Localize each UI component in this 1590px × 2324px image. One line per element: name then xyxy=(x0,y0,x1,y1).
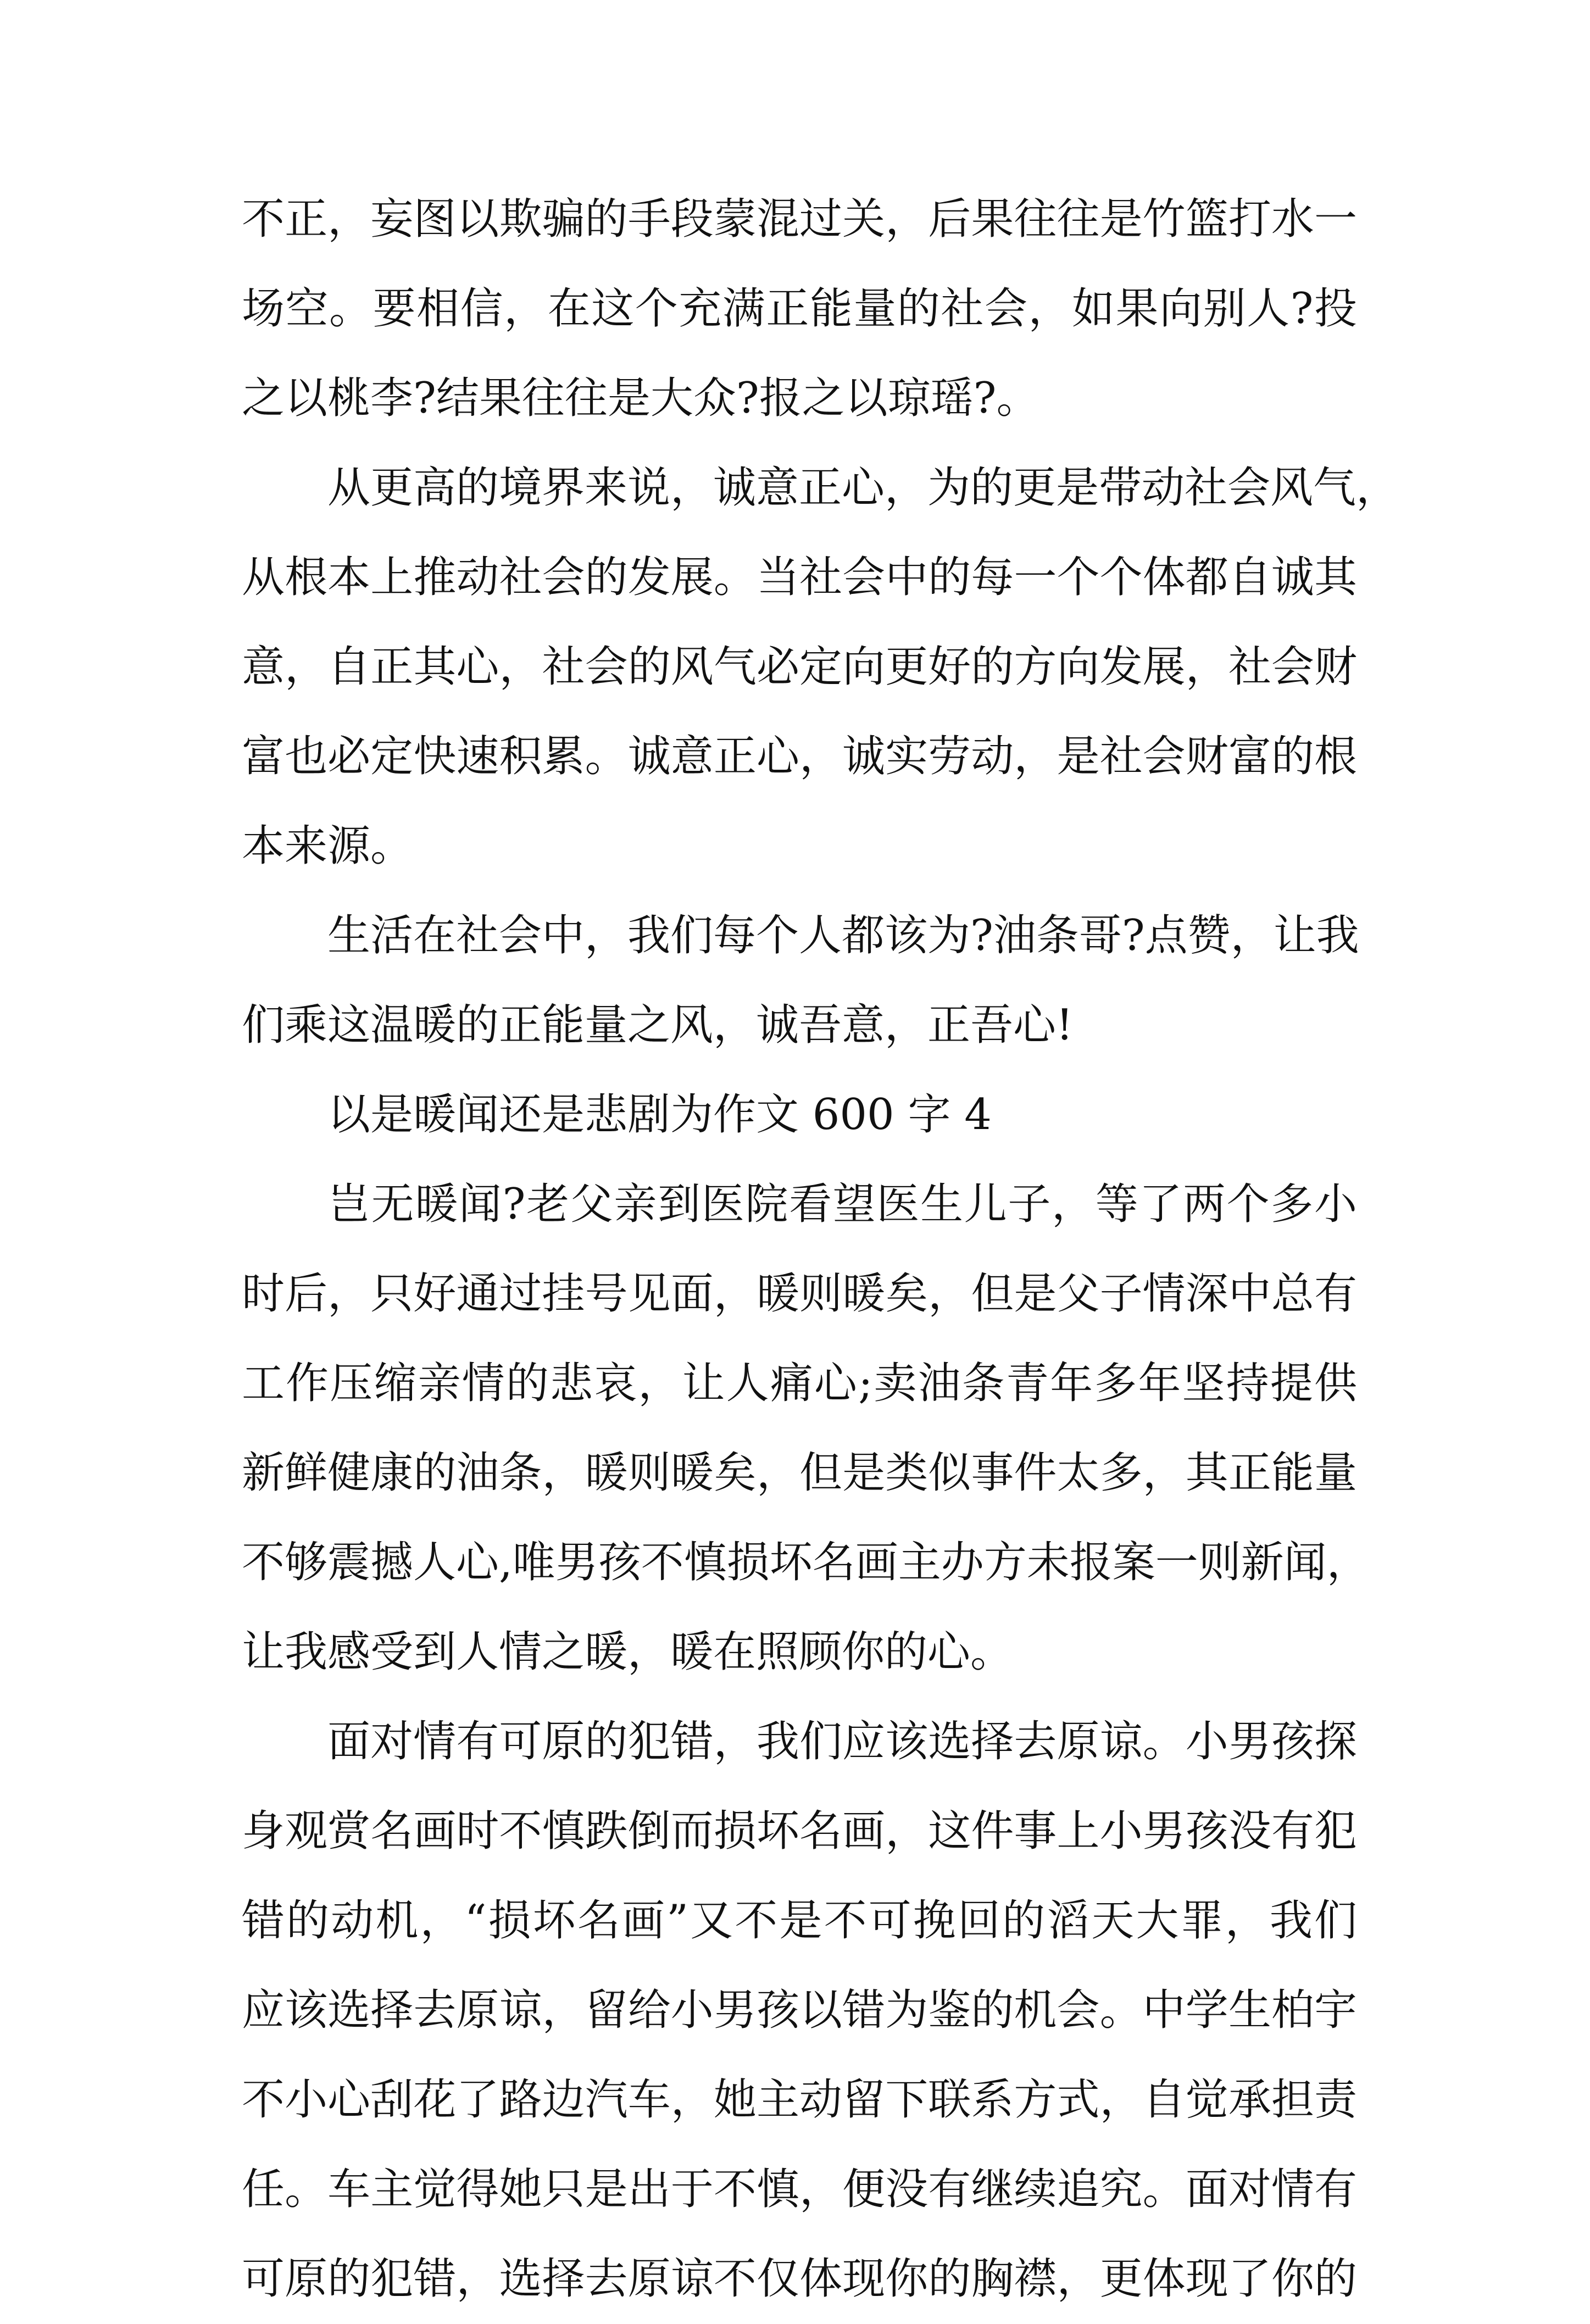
text-line: 任。车主觉得她只是出于不慎，便没有继续追究。面对情有 xyxy=(242,2165,1357,2214)
text-line: 意，自正其心，社会的风气必定向更好的方向发展，社会财 xyxy=(242,642,1357,692)
text-line: 们乘这温暖的正能量之风，诚吾意，正吾心! xyxy=(242,1000,1074,1050)
text-line: 场空。要相信，在这个充满正能量的社会，如果向别人?投 xyxy=(242,284,1357,333)
text-line: 让我感受到人情之暖，暖在照顾你的心。 xyxy=(242,1627,1014,1677)
text-line: 时后，只好通过挂号见面，暖则暖矣，但是父子情深中总有 xyxy=(242,1269,1357,1319)
paragraph-first-line: 从更高的境界来说，诚意正心，为的更是带动社会风气， xyxy=(327,463,1399,513)
section-heading: 以是暖闻还是悲剧为作文 600 字 4 xyxy=(327,1090,992,1139)
text-line: 工作压缩亲情的悲哀，让人痛心;卖油条青年多年坚持提供 xyxy=(242,1359,1357,1408)
text-line: 应该选择去原谅，留给小男孩以错为鉴的机会。中学生柏宇 xyxy=(242,1986,1357,2035)
text-line: 新鲜健康的油条，暖则暖矣，但是类似事件太多，其正能量 xyxy=(242,1448,1357,1498)
paragraph-first-line: 面对情有可原的犯错，我们应该选择去原谅。小男孩探 xyxy=(327,1717,1357,1766)
text-line: 不正，妄图以欺骗的手段蒙混过关，后果往往是竹篮打水一 xyxy=(242,194,1357,244)
text-line: 富也必定快速积累。诚意正心，诚实劳动，是社会财富的根 xyxy=(242,732,1357,781)
text-line: 错的动机，“损坏名画”又不是不可挽回的滔天大罪，我们 xyxy=(242,1896,1357,1945)
text-line: 之以桃李?结果往往是大众?报之以琼瑶?。 xyxy=(242,374,1039,423)
text-line: 本来源。 xyxy=(242,821,414,871)
text-line: 身观赏名画时不慎跌倒而损坏名画，这件事上小男孩没有犯 xyxy=(242,1806,1357,1856)
text-line: 不够震撼人心,唯男孩不慎损坏名画主办方未报案一则新闻， xyxy=(242,1538,1370,1587)
paragraph-first-line: 生活在社会中，我们每个人都该为?油条哥?点赞，让我 xyxy=(327,911,1359,960)
text-line: 从根本上推动社会的发展。当社会中的每一个个体都自诚其 xyxy=(242,553,1357,602)
text-line: 可原的犯错，选择去原谅不仅体现你的胸襟，更体现了你的 xyxy=(242,2254,1357,2304)
text-line: 不小心刮花了路边汽车，她主动留下联系方式，自觉承担责 xyxy=(242,2075,1357,2125)
paragraph-first-line: 岂无暖闻?老父亲到医院看望医生儿子，等了两个多小 xyxy=(327,1180,1357,1229)
document-body xyxy=(242,175,1399,2324)
